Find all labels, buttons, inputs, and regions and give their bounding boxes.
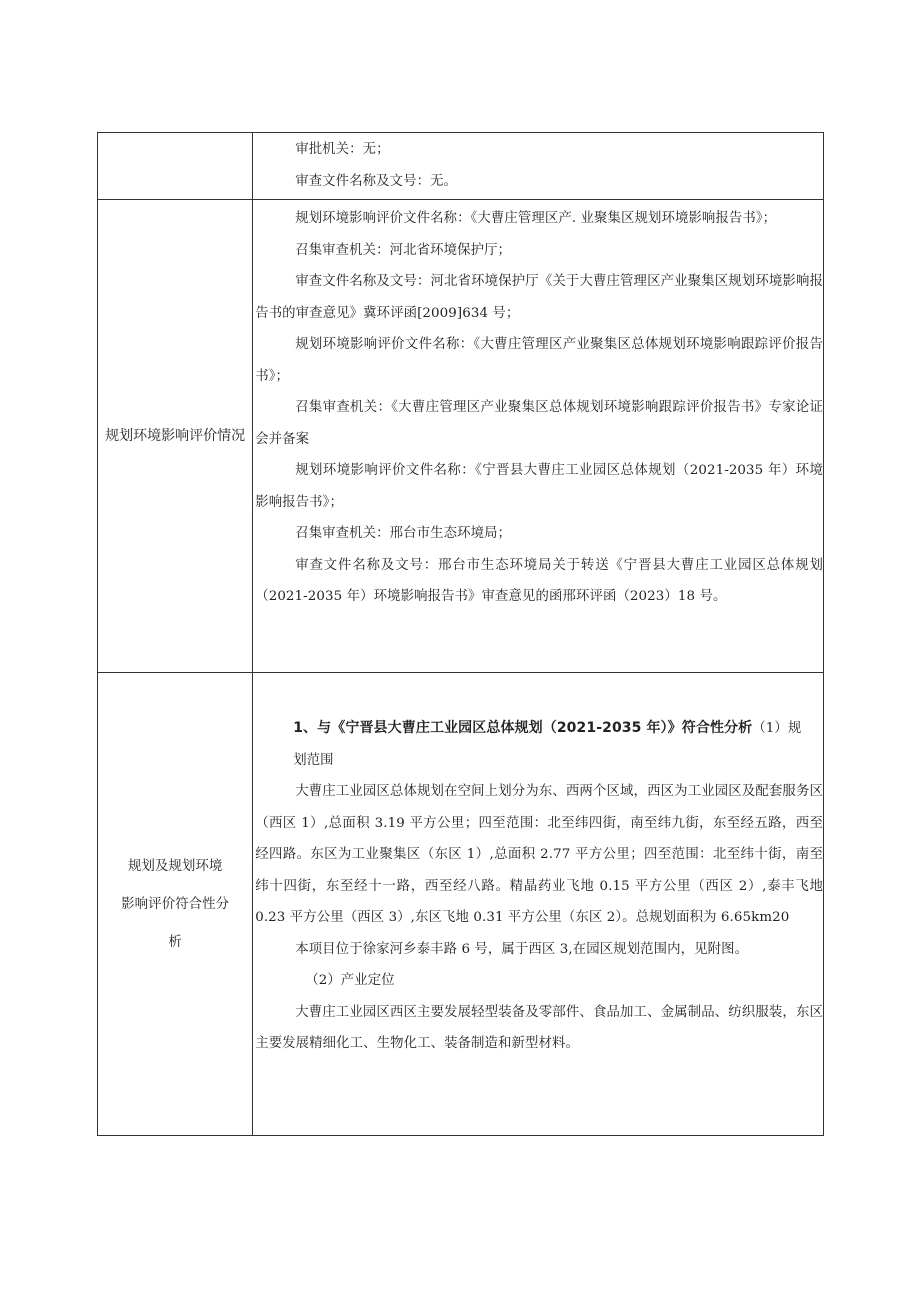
- eia-paragraph: 审查文件名称及文号：邢台市生态环境局关于转送《宁晋县大曹庄工业园区总体规划（2021-2035 年）环境影响报告书》审查意见的函邢环评函（2023）18 号。: [255, 557, 823, 604]
- compliance-label-cell: [98, 673, 253, 1136]
- compliance-content-cell: [253, 673, 824, 1136]
- approval-document-text: 审查文件名称及文号：无。: [295, 173, 458, 189]
- approval-row: [98, 133, 824, 200]
- compliance-heading-title: 1、与《宁晋县大曹庄工业园区总体规划（2021-2035 年）》符合性分析: [293, 720, 753, 736]
- compliance-row: [98, 673, 824, 1136]
- compliance-paragraph: 大曹庄工业园区西区主要发展轻型装备及零部件、食品加工、金属制品、纺织服装，东区主要发展精细化工、生物化工、装备制造和新型材料。: [255, 1004, 823, 1051]
- compliance-heading: [255, 713, 823, 745]
- eia-paragraph: 召集审查机关：邢台市生态环境局；: [295, 526, 512, 541]
- assessment-table: [97, 132, 824, 1136]
- compliance-label-line: 规划及规划环境: [127, 858, 223, 874]
- compliance-heading-tail: （1）规: [752, 721, 802, 736]
- eia-label: 规划环境影响评价情况: [105, 428, 246, 444]
- compliance-label-line: 析: [168, 934, 182, 950]
- eia-paragraph: 召集审查机关：河北省环境保护厅；: [295, 242, 512, 258]
- approval-content-cell: [253, 133, 824, 200]
- eia-paragraph: 规划环境影响评价文件名称：《大曹庄管理区产业聚集区总体规划环境影响跟踪评价报告书》；: [255, 337, 823, 384]
- approval-authority-text: 审批机关：无；: [295, 142, 390, 157]
- eia-label-cell: [98, 200, 253, 673]
- eia-content-cell: [253, 200, 824, 673]
- compliance-paragraph: 大曹庄工业园区总体规划在空间上划分为东、西两个区域，西区为工业园区及配套服务区（西区 1）,总面积 3.19 平方公里；四至范围：北至纬四街，南至纬九街，东至经五路，西至经四路。东区为工业聚集区（东区 1）,总面积 2.77 平方公里；四至范围：北至纬十街，南至纬十四街，东至经十一路，西至经八路。精晶药业飞地 0.15 平方公里（西区 2）,泰丰飞地 0.23 平方公里（西区 3）,东区飞地 0.31 平方公里（东区 2）。总规划面积为 6.65km20: [255, 784, 823, 925]
- eia-paragraph: 召集审查机关：《大曹庄管理区产业聚集区总体规划环境影响跟踪评价报告书》专家论证会并备案: [255, 400, 823, 447]
- approval-label-cell: [98, 133, 253, 200]
- eia-paragraph: 规划环境影响评价文件名称：《宁晋县大曹庄工业园区总体规划（2021-2035 年）环境影响报告书》；: [255, 463, 823, 510]
- eia-paragraph: 审查文件名称及文号：河北省环境保护厅《关于大曹庄管理区产业聚集区规划环境影响报告书的审查意见》冀环评函[2009]634 号；: [255, 274, 823, 321]
- compliance-heading-cont: 划范围: [293, 752, 334, 768]
- eia-row: [98, 200, 824, 673]
- compliance-subheading: （2）产业定位: [305, 973, 395, 988]
- compliance-paragraph: 本项目位于徐家河乡泰丰路 6 号，属于西区 3,在园区规划范围内，见附图。: [295, 941, 749, 957]
- eia-paragraph: 规划环境影响评价文件名称：《大曹庄管理区产. 业聚集区规划环境影响报告书》；: [295, 211, 777, 226]
- compliance-label-line: 影响评价符合性分: [121, 896, 230, 912]
